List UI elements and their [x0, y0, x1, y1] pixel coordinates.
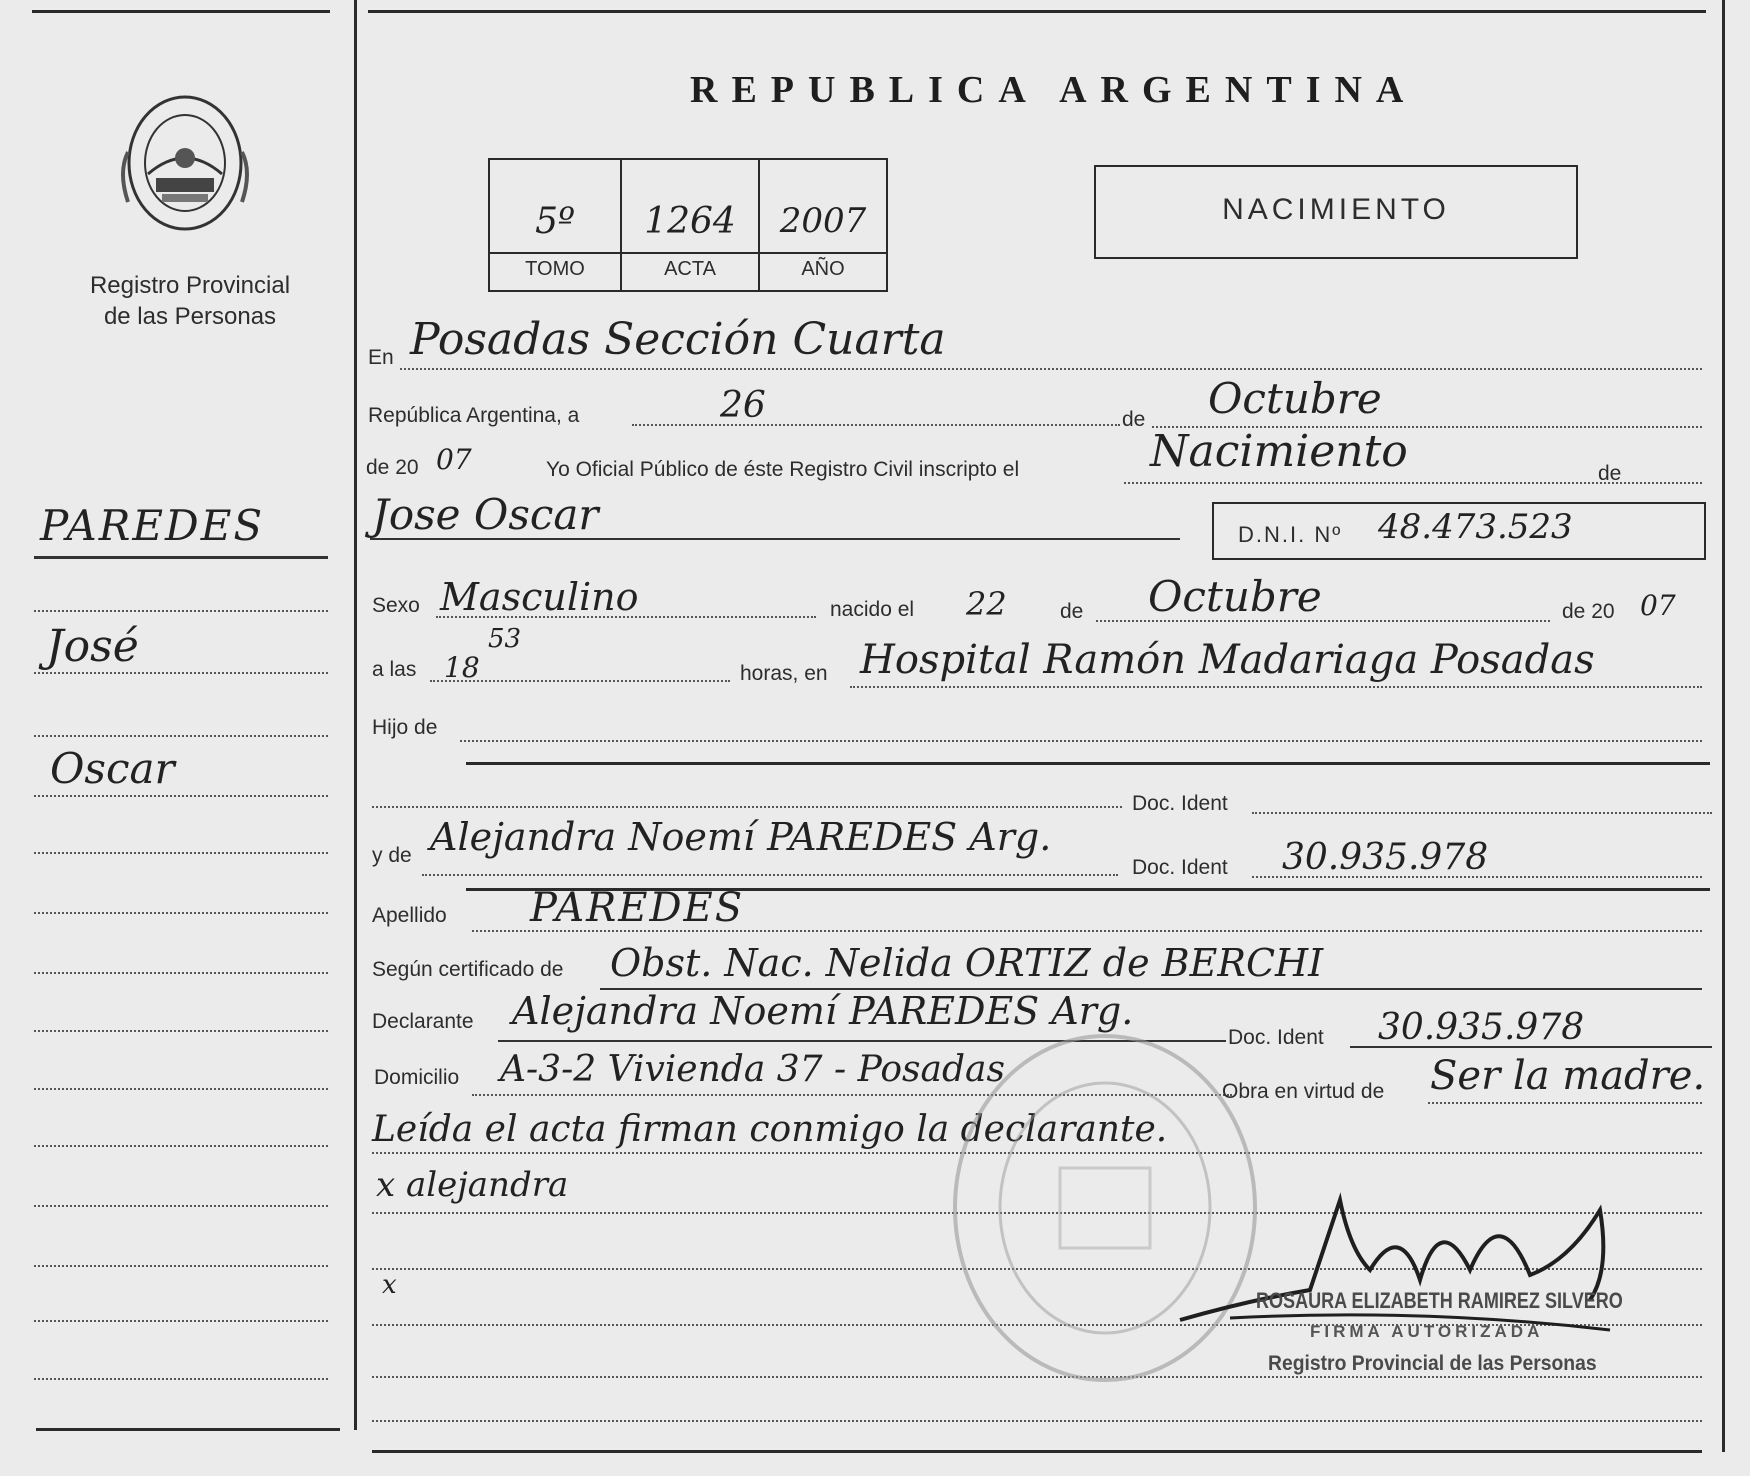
dni-label: D.N.I. Nº — [1238, 522, 1343, 547]
apellido-label: Apellido — [372, 904, 447, 927]
acta-label: ACTA — [664, 258, 716, 280]
sidebar-line-1 — [34, 556, 328, 559]
day-line — [632, 424, 1120, 426]
sidebar-line-8 — [34, 972, 328, 974]
top-rule-left — [32, 10, 330, 13]
note-line-1: Leída el acta firman conmigo la declarante. — [372, 1109, 1168, 1150]
year-suffix-value: 07 — [436, 443, 472, 476]
tomo-label: TOMO — [525, 258, 585, 280]
sidebar-line-5 — [34, 795, 328, 797]
birth-min: 53 — [488, 624, 522, 654]
ano-label: AÑO — [801, 258, 845, 280]
hijo-label: Hijo de — [372, 716, 438, 739]
sidebar-line-11 — [34, 1145, 328, 1147]
x-mark: x — [382, 1270, 397, 1300]
person-name: Jose Oscar — [372, 490, 599, 539]
sidebar-line-7 — [34, 912, 328, 914]
inscripto-value: Nacimiento — [1150, 426, 1408, 477]
birth-year-suffix: 07 — [1640, 589, 1676, 622]
declarante-value: Alejandra Noemí PAREDES Arg. — [512, 989, 1134, 1033]
birth-day-value: 22 — [966, 585, 1007, 623]
registry-numbers-table — [488, 158, 888, 292]
apellido-line — [472, 930, 1702, 932]
hijo-line — [460, 740, 1702, 742]
de-label-3: de — [1060, 600, 1084, 623]
domicilio-value: A-3-2 Vivienda 37 - Posadas — [500, 1049, 1005, 1090]
ano-value: 2007 — [779, 201, 867, 241]
alas-label: a las — [372, 658, 417, 681]
declarante-doc-line — [1350, 1046, 1712, 1048]
yde-label: y de — [372, 844, 412, 867]
province-seal — [110, 82, 260, 244]
sexo-label: Sexo — [372, 594, 420, 617]
doc-ident-label-2: Doc. Ident — [1132, 856, 1228, 879]
declarante-label: Declarante — [372, 1010, 474, 1033]
obra-label: Obra en virtud de — [1222, 1080, 1385, 1103]
firma-label: FIRMA AUTORIZADA — [1310, 1322, 1544, 1341]
hijo-rule — [466, 762, 1710, 765]
document-title: REPUBLICA ARGENTINA — [690, 69, 1418, 111]
declarante-doc: 30.935.978 — [1378, 1007, 1585, 1048]
signature-office: Registro Provincial de las Personas — [1268, 1352, 1597, 1375]
birth-place-line — [850, 686, 1702, 688]
blank-line-4 — [372, 1420, 1702, 1422]
right-border — [1722, 0, 1725, 1452]
certificado-value: Obst. Nac. Nelida ORTIZ de BERCHI — [610, 941, 1324, 985]
day-value: 26 — [720, 385, 766, 426]
sidebar-line-3 — [34, 672, 328, 674]
sidebar-line-15 — [34, 1378, 328, 1380]
sidebar-line-6 — [34, 852, 328, 854]
sidebar-line-2 — [34, 610, 328, 612]
official-name: ROSAURA ELIZABETH RAMIREZ SILVERO — [1256, 1288, 1623, 1313]
father-line — [372, 806, 1122, 808]
top-rule-right — [368, 10, 1706, 13]
record-type-box — [1094, 165, 1578, 259]
de20-label: de 20 — [1562, 600, 1615, 623]
obra-value: Ser la madre. — [1430, 1053, 1706, 1099]
year-prefix-label: de 20 — [366, 456, 419, 479]
dni-box — [1212, 502, 1706, 560]
month-value: Octubre — [1208, 374, 1382, 423]
bottom-rule-right — [372, 1450, 1702, 1453]
sidebar-line-14 — [34, 1320, 328, 1322]
oficial-label: Yo Oficial Público de éste Registro Civil inscripto el — [546, 458, 1020, 481]
table-divider — [490, 252, 886, 254]
sidebar-line-12 — [34, 1205, 328, 1207]
de-label-2: de — [1598, 462, 1622, 485]
de-label: de — [1122, 408, 1146, 431]
office-name-line2: de las Personas — [103, 303, 277, 330]
hour-line — [430, 680, 730, 682]
signature-scribble — [1170, 1190, 1620, 1340]
mother-doc: 30.935.978 — [1282, 837, 1489, 878]
bottom-rule-left — [36, 1428, 340, 1431]
domicilio-label: Domicilio — [374, 1066, 460, 1089]
sidebar-divider — [354, 0, 357, 1430]
place-value: Posadas Sección Cuarta — [410, 314, 946, 365]
doc-ident-label-3: Doc. Ident — [1228, 1026, 1324, 1049]
sidebar-name1: José — [46, 621, 139, 672]
apellido-value: PAREDES — [530, 885, 745, 931]
en-label: En — [368, 346, 394, 369]
segun-label: Según certificado de — [372, 958, 564, 981]
obra-line — [1428, 1102, 1702, 1104]
nacido-label: nacido el — [830, 598, 915, 621]
person-name-line — [370, 538, 1180, 540]
mother-name: Alejandra Noemí PAREDES Arg. — [430, 815, 1052, 859]
sidebar-line-10 — [34, 1088, 328, 1090]
sexo-line — [436, 616, 816, 618]
acta-value: 1264 — [644, 201, 736, 242]
inscripto-line — [1124, 482, 1702, 484]
mother-line — [422, 874, 1118, 876]
birth-hour: 18 — [444, 651, 480, 684]
sidebar-line-9 — [34, 1030, 328, 1032]
horas-label: horas, en — [740, 662, 828, 685]
sidebar-name2: Oscar — [50, 744, 175, 793]
father-doc-line — [1252, 812, 1712, 814]
doc-ident-label: Doc. Ident — [1132, 792, 1228, 815]
sidebar-line-13 — [34, 1265, 328, 1267]
sidebar-surname: PAREDES — [40, 501, 265, 550]
republica-label: República Argentina, a — [368, 404, 580, 427]
birth-month-value: Octubre — [1148, 572, 1322, 621]
office-name-line1: Registro Provincial — [89, 272, 291, 299]
record-type: NACIMIENTO — [1222, 193, 1450, 226]
tomo-value: 5º — [535, 201, 575, 242]
sidebar-line-4 — [34, 735, 328, 737]
birth-place: Hospital Ramón Madariaga Posadas — [860, 637, 1595, 683]
mother-doc-line — [1252, 876, 1702, 878]
sexo-value: Masculino — [440, 575, 639, 619]
place-line — [400, 368, 1702, 370]
dni-value: 48.473.523 — [1378, 507, 1573, 547]
note-line-2: x alejandra — [376, 1165, 569, 1205]
birth-month-line — [1096, 620, 1550, 622]
